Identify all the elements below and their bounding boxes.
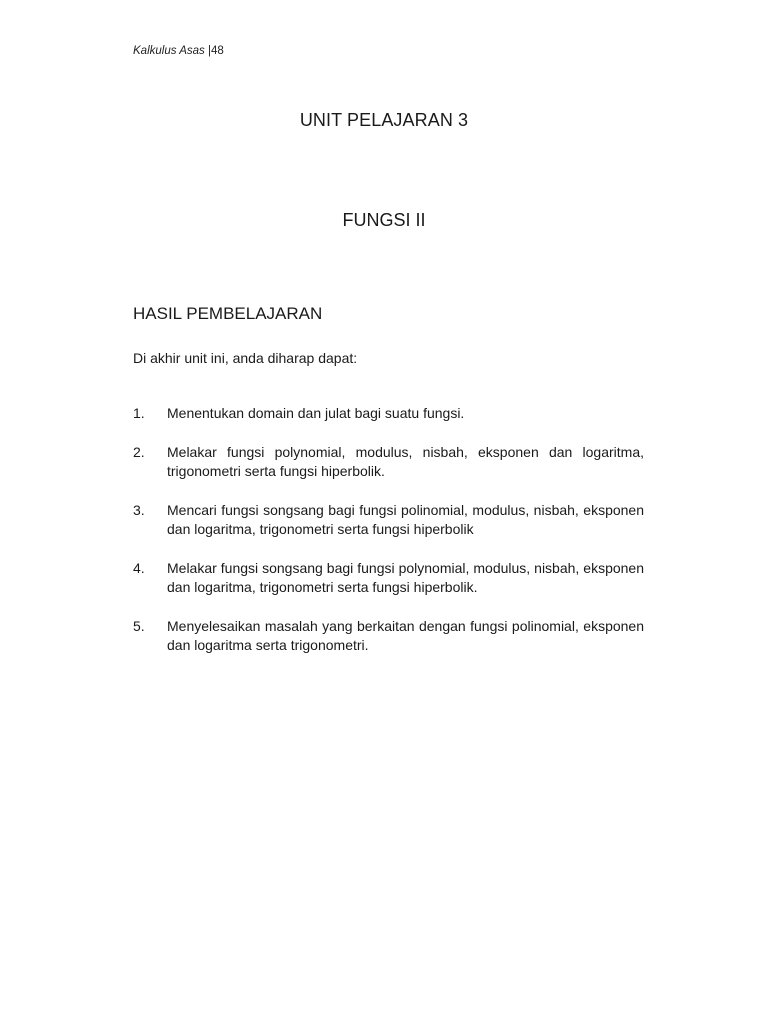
outcome-text: Menentukan domain dan julat bagi suatu fungsi.	[167, 405, 465, 421]
running-header-title: Kalkulus Asas	[133, 45, 205, 57]
outcome-item	[133, 443, 644, 481]
unit-subtitle: FUNGSI II	[342, 210, 426, 230]
section-heading: HASIL PEMBELAJARAN	[133, 304, 323, 323]
outcome-number: 1.	[133, 405, 145, 421]
outcome-text: Menyelesaikan masalah yang berkaitan dengan fungsi polinomial, eksponen dan logaritma serta trigonometri.	[167, 618, 644, 653]
learning-outcomes-list	[133, 404, 644, 675]
outcome-item	[133, 501, 644, 539]
running-header	[133, 45, 224, 57]
intro-text: Di akhir unit ini, anda diharap dapat:	[133, 350, 358, 366]
outcome-number: 4.	[133, 560, 145, 576]
outcome-number: 5.	[133, 618, 145, 634]
outcome-text: Mencari fungsi songsang bagi fungsi polinomial, modulus, nisbah, eksponen dan logaritma, trigonometri serta fungsi hiperbolik	[167, 502, 644, 537]
unit-title: UNIT PELAJARAN 3	[299, 110, 469, 130]
outcome-text: Melakar fungsi songsang bagi fungsi polynomial, modulus, nisbah, eksponen dan logaritma, trigonometri serta fungsi hiperbolik.	[167, 560, 644, 595]
outcome-number: 3.	[133, 502, 145, 518]
outcome-item	[133, 617, 644, 655]
running-header-separator: |	[208, 45, 212, 57]
outcome-item	[133, 404, 644, 423]
page-number: 48	[211, 45, 224, 57]
outcome-text: Melakar fungsi polynomial, modulus, nisbah, eksponen dan logaritma, trigonometri serta fungsi hiperbolik.	[167, 444, 644, 479]
outcome-item	[133, 559, 644, 597]
outcome-number: 2.	[133, 444, 145, 460]
